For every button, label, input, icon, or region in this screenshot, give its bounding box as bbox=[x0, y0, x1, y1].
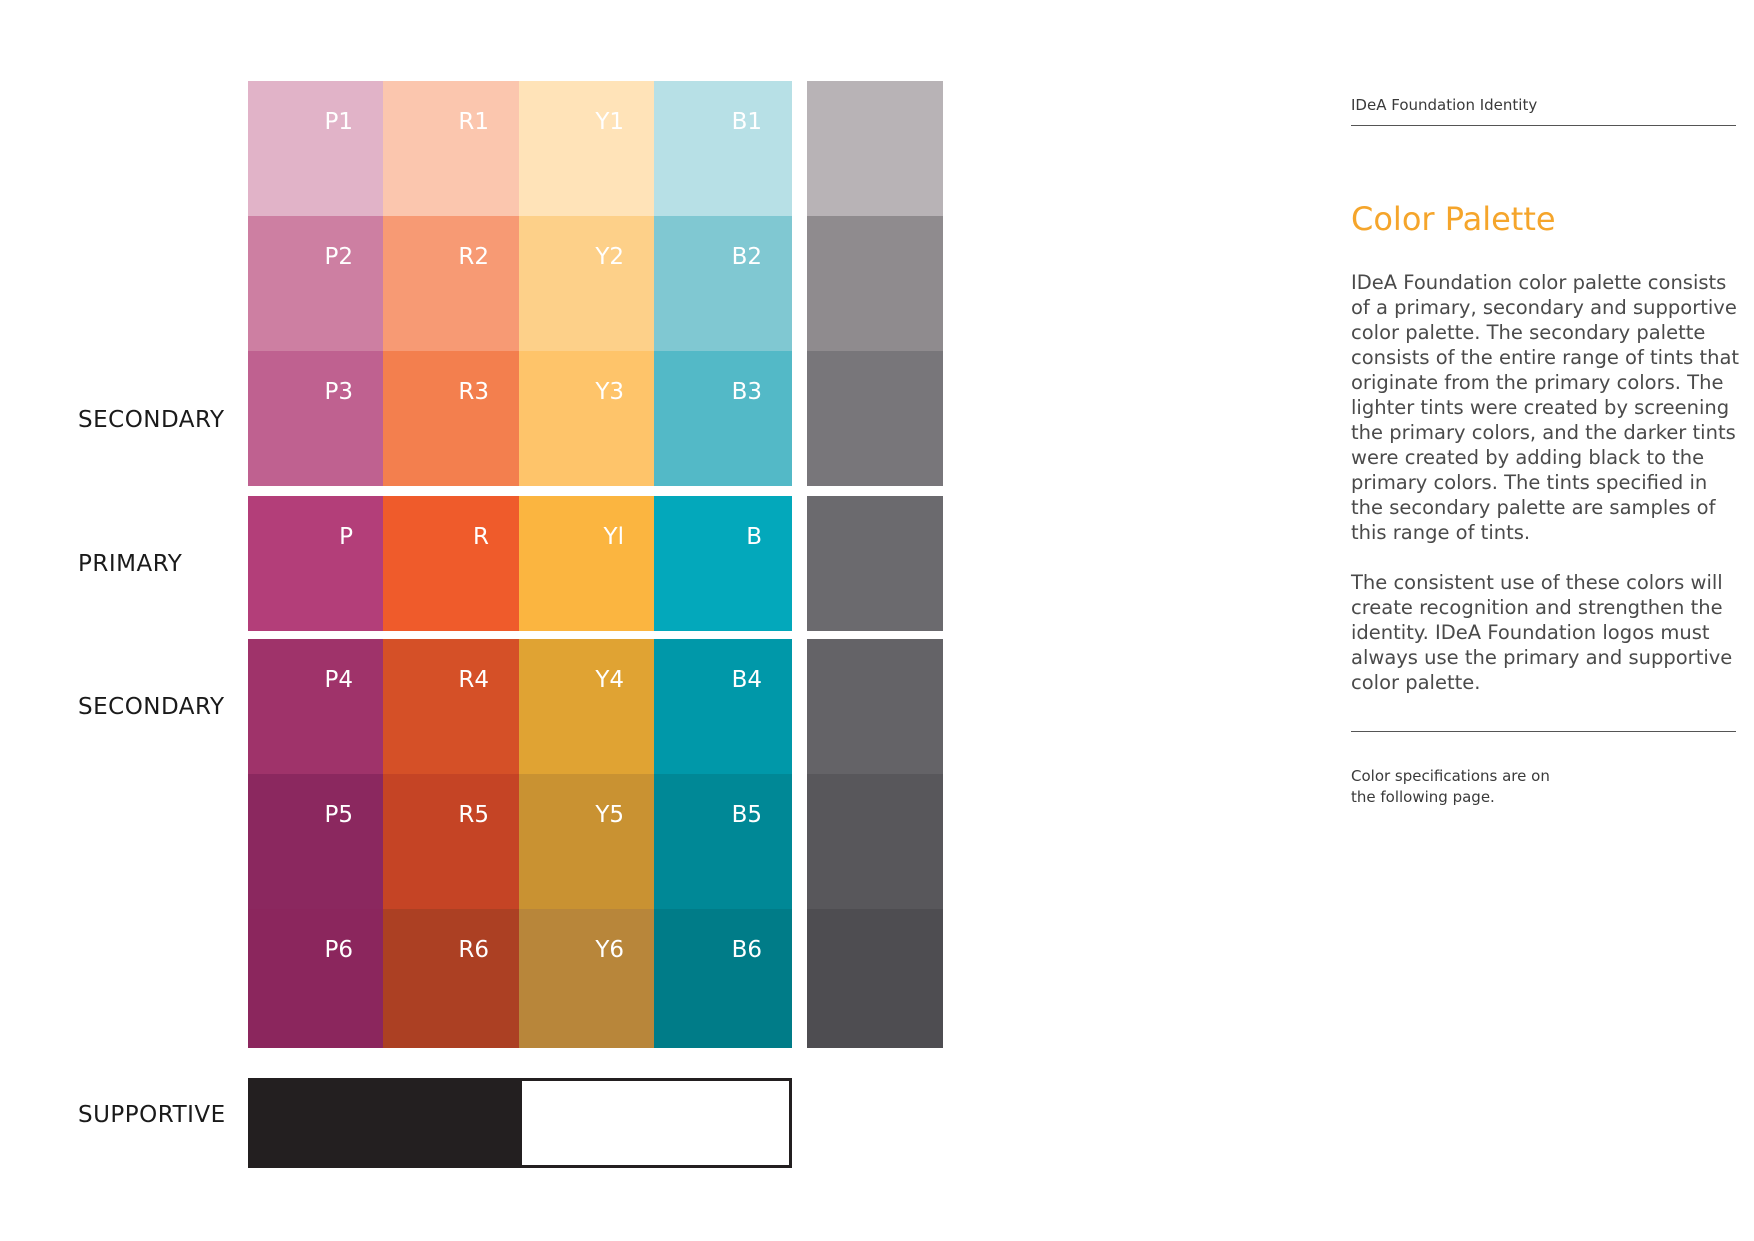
swatch-b4 bbox=[654, 639, 792, 774]
swatch-label: P3 bbox=[324, 379, 353, 405]
swatch-y4 bbox=[519, 639, 654, 774]
swatch-r2 bbox=[383, 216, 519, 351]
swatch-label: R1 bbox=[458, 109, 489, 135]
swatch-b6 bbox=[654, 909, 792, 1048]
swatch-label: Y4 bbox=[595, 667, 624, 693]
swatch-label: Y3 bbox=[595, 379, 624, 405]
swatch-label: Y5 bbox=[595, 802, 624, 828]
swatch-label: Y2 bbox=[595, 244, 624, 270]
swatch-label: R bbox=[473, 524, 489, 550]
gray-swatch-7 bbox=[807, 909, 943, 1048]
swatch-r6 bbox=[383, 909, 519, 1048]
swatch-label: R4 bbox=[458, 667, 489, 693]
description-paragraph-1: IDeA Foundation color palette consists of a primary, secondary and supportive color palette. The secondary palette consists of the entire range of tints that originate from the primary colors. The lighter tints were created by screening the primary colors, and the darker tints were created by adding black to the primary colors. The tints specified in the secondary palette are samples of this range of tints. bbox=[1351, 271, 1740, 544]
swatch-p1 bbox=[248, 81, 383, 216]
swatch-y1 bbox=[519, 81, 654, 216]
supportive-black-swatch bbox=[248, 1078, 519, 1168]
swatch-label: B1 bbox=[731, 109, 762, 135]
swatch-r bbox=[383, 496, 519, 631]
swatch-p6 bbox=[248, 909, 383, 1048]
swatch-label: P4 bbox=[324, 667, 353, 693]
gray-swatch-1 bbox=[807, 81, 943, 216]
supportive-white-swatch bbox=[519, 1078, 792, 1168]
description-paragraph-2: The consistent use of these colors will create recognition and strengthen the identity. IDeA Foundation logos must always use the primary and supportive color palette. bbox=[1351, 571, 1733, 694]
swatch-label: P5 bbox=[324, 802, 353, 828]
swatch-yl bbox=[519, 496, 654, 631]
gray-swatch-2 bbox=[807, 216, 943, 351]
swatch-r5 bbox=[383, 774, 519, 909]
row-label-secondary-top: SECONDARY bbox=[78, 407, 225, 433]
gray-swatch-3 bbox=[807, 351, 943, 486]
swatch-p3 bbox=[248, 351, 383, 486]
swatch-label: R6 bbox=[458, 937, 489, 963]
swatch-y2 bbox=[519, 216, 654, 351]
row-label-secondary-bottom: SECONDARY bbox=[78, 694, 225, 720]
swatch-label: B5 bbox=[731, 802, 762, 828]
swatch-label: B6 bbox=[731, 937, 762, 963]
swatch-label: B3 bbox=[731, 379, 762, 405]
header-rule bbox=[1351, 125, 1736, 126]
swatch-label: B2 bbox=[731, 244, 762, 270]
swatch-y3 bbox=[519, 351, 654, 486]
swatch-p5 bbox=[248, 774, 383, 909]
swatch-p bbox=[248, 496, 383, 631]
swatch-label: R3 bbox=[458, 379, 489, 405]
swatch-label: Y1 bbox=[595, 109, 624, 135]
row-label-supportive: SUPPORTIVE bbox=[78, 1102, 226, 1128]
gray-swatch-6 bbox=[807, 774, 943, 909]
swatch-r4 bbox=[383, 639, 519, 774]
swatch-p4 bbox=[248, 639, 383, 774]
row-label-primary: PRIMARY bbox=[78, 551, 183, 577]
gray-swatch-5 bbox=[807, 639, 943, 774]
swatch-label: R2 bbox=[458, 244, 489, 270]
swatch-y6 bbox=[519, 909, 654, 1048]
swatch-label: P1 bbox=[324, 109, 353, 135]
swatch-y5 bbox=[519, 774, 654, 909]
gray-swatch-4 bbox=[807, 496, 943, 631]
swatch-b2 bbox=[654, 216, 792, 351]
swatch-b bbox=[654, 496, 792, 631]
swatch-label: Yl bbox=[603, 524, 624, 550]
swatch-label: P bbox=[339, 524, 353, 550]
swatch-r1 bbox=[383, 81, 519, 216]
page-title: Color Palette bbox=[1351, 200, 1556, 238]
swatch-label: Y6 bbox=[595, 937, 624, 963]
specifications-note: Color specifications are on the following page. bbox=[1351, 767, 1550, 806]
swatch-label: B4 bbox=[731, 667, 762, 693]
swatch-label: P2 bbox=[324, 244, 353, 270]
swatch-b1 bbox=[654, 81, 792, 216]
swatch-p2 bbox=[248, 216, 383, 351]
swatch-r3 bbox=[383, 351, 519, 486]
swatch-b5 bbox=[654, 774, 792, 909]
note-rule bbox=[1351, 731, 1736, 732]
swatch-label: P6 bbox=[324, 937, 353, 963]
swatch-b3 bbox=[654, 351, 792, 486]
document-header: IDeA Foundation Identity bbox=[1351, 96, 1538, 114]
swatch-label: B bbox=[746, 524, 762, 550]
swatch-label: R5 bbox=[458, 802, 489, 828]
